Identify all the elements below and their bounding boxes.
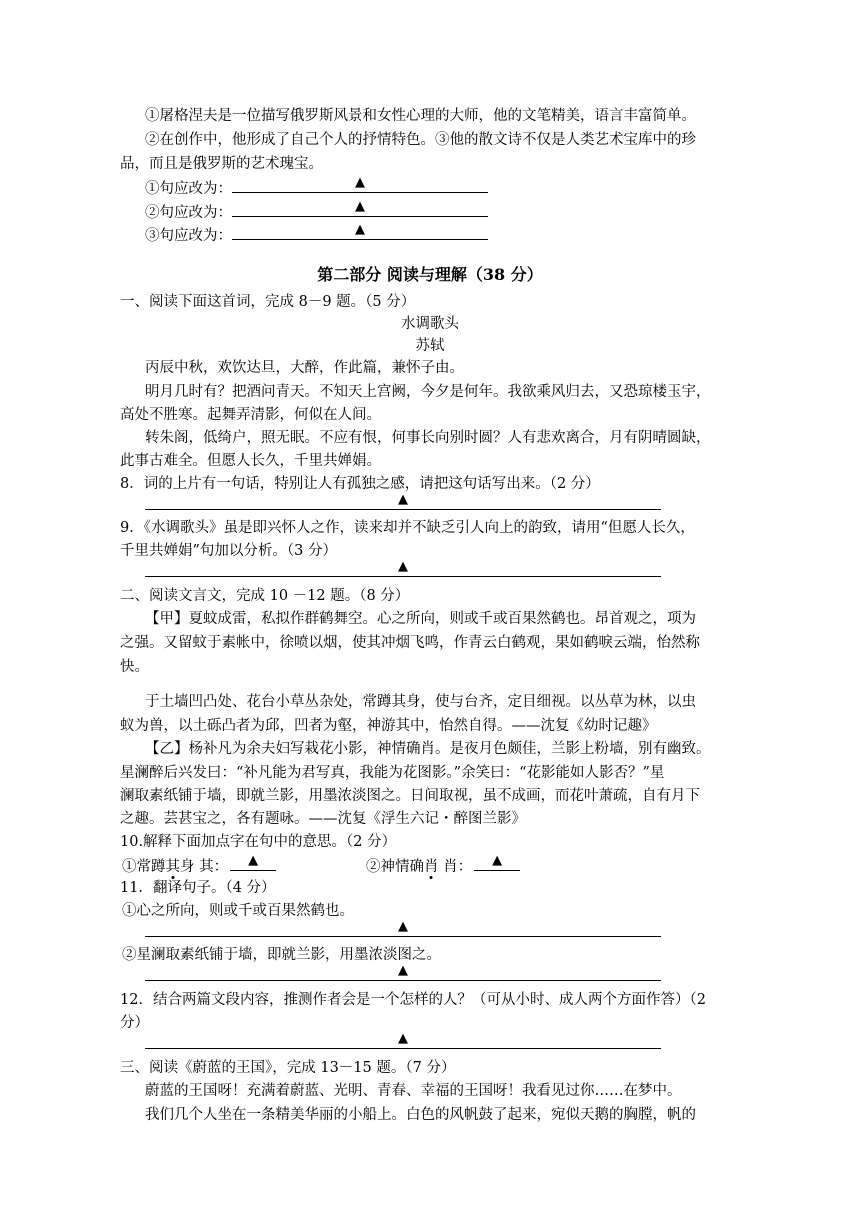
passage-a-line1: 【甲】夏蚊成雷，私拟作群鹤舞空。心之所向，则或千或百果然鹤也。昂首观之，项为: [145, 611, 696, 627]
blank-marker: ▲: [398, 1031, 408, 1046]
sentence-1: ①屠格涅夫是一位描写俄罗斯风景和女性心理的大师，他的文笔精美，语言丰富简单。: [145, 108, 696, 124]
q12-answer-line: [145, 1033, 661, 1053]
answer-blank-q10-1[interactable]: [230, 855, 276, 871]
q10-item-1: [122, 855, 276, 875]
q10-item-1-label: 身 其：: [180, 859, 229, 875]
q11-item-2: ②星澜取素纸铺于墙，即就兰影，用墨浓淡图之。: [122, 947, 441, 963]
fix-label-2: ②句应改为：: [145, 205, 232, 221]
poem-stanza2-line1: 转朱阁，低绮户，照无眠。不应有恨，何事长向别时圆？人有悲欢离合，月有阴晴圆缺，: [145, 430, 711, 446]
q10-item-2-text: ②神情确: [366, 859, 424, 875]
blank-marker: ▲: [398, 492, 408, 507]
poem-preface: 丙辰中秋，欢饮达旦，大醉，作此篇，兼怀子由。: [145, 360, 464, 376]
passage-a-line3: 快。: [120, 659, 149, 675]
passage-b-line4: 之趣。芸甚宝之，各有题咏。——沈复《浮生六记・醉图兰影》: [120, 811, 526, 827]
blank-marker: ▲: [492, 853, 503, 868]
q11-1-answer-line: [145, 921, 661, 941]
blank-marker: ▲: [355, 222, 365, 237]
fix-label-1: ①句应改为：: [145, 181, 232, 197]
dotted-char: 其: [165, 859, 180, 875]
q11-item-1: ①心之所向，则或千或百果然鹤也。: [122, 903, 354, 919]
q10-item-2: [366, 855, 520, 875]
answer-blank-q9[interactable]: [145, 561, 661, 577]
fix-line-2: [145, 201, 488, 221]
passage-a-line2: 之强。又留蚊于素帐中，徐喷以烟，使其冲烟飞鸣，作青云白鹤观，果如鹤唳云端，怡然称: [120, 635, 700, 651]
q9-answer-line: [145, 561, 661, 581]
question-8: 8．词的上片有一句话，特别让人有孤独之感，请把这句话写出来。（2 分）: [120, 476, 600, 492]
blank-marker: ▲: [355, 199, 365, 214]
q10-item-1-text: ①常蹲: [122, 859, 166, 875]
blank-marker: ▲: [398, 963, 408, 978]
passage-a-line4: 于土墙凹凸处、花台小草丛杂处，常蹲其身，使与台齐，定目细视。以丛草为林，以虫: [145, 694, 696, 710]
fix-line-3: [145, 224, 488, 244]
dotted-char: 肖: [424, 859, 439, 875]
answer-blank-fix-2[interactable]: [232, 201, 488, 217]
blank-marker: ▲: [398, 559, 408, 574]
poem-title: 水调歌头: [401, 316, 459, 332]
answer-blank-q11-2[interactable]: [145, 965, 661, 981]
poem-stanza1-line1: 明月几时有？把酒问青天。不知天上宫阙，今夕是何年。我欲乘风归去，又恐琼楼玉宇，: [145, 384, 711, 400]
q8-answer-line: [145, 494, 661, 514]
part2-title: 第二部分 阅读与理解（38 分）: [317, 265, 543, 284]
question-9-line2: 千里共婵娟”句加以分析。（3 分）: [120, 543, 337, 559]
passage-a-line5: 蚁为兽，以土砾凸者为邱，凹者为壑，神游其中，怡然自得。——沈复《幼时记趣》: [120, 718, 657, 734]
answer-blank-q10-2[interactable]: [474, 855, 520, 871]
passage-b-line2: 星澜醉后兴发曰：“补凡能为君写真，我能为花图影。”余笑曰：“花影能如人影否？”星: [120, 765, 665, 781]
answer-blank-fix-3[interactable]: [232, 224, 488, 240]
blank-marker: ▲: [398, 919, 408, 934]
section3-heading: 三、阅读《蔚蓝的王国》，完成 13－15 题。（7 分）: [120, 1060, 456, 1076]
fix-label-3: ③句应改为：: [145, 228, 232, 244]
question-12-line1: 12．结合两篇文段内容，推测作者会是一个怎样的人？（可从小时、成人两个方面作答）（2: [120, 992, 706, 1008]
passage-c-line1: 蔚蓝的王国呀！充满着蔚蓝、光明、青春、幸福的王国呀！我看见过你……在梦中。: [145, 1083, 682, 1099]
answer-blank-fix-1[interactable]: [232, 177, 488, 193]
question-12-line2: 分）: [120, 1015, 149, 1031]
poem-stanza1-line2: 高处不胜寒。起舞弄清影，何似在人间。: [120, 407, 381, 423]
section2-heading: 二、阅读文言文，完成 10 －12 题。（8 分）: [120, 588, 410, 604]
poem-stanza2-line2: 此事古难全。但愿人长久，千里共婵娟。: [120, 453, 381, 469]
question-10: 10.解释下面加点字在句中的意思。（2 分）: [120, 834, 397, 850]
q11-2-answer-line: [145, 965, 661, 985]
section1-heading: 一、阅读下面这首词，完成 8－9 题。（5 分）: [120, 294, 416, 310]
answer-blank-q11-1[interactable]: [145, 921, 661, 937]
question-11: 11．翻译句子。（4 分）: [120, 880, 276, 896]
passage-b-line1: 【乙】杨补凡为余夫妇写栽花小影，神情确肖。是夜月色颇佳，兰影上粉墙，别有幽致。: [145, 741, 711, 757]
answer-blank-q8[interactable]: [145, 494, 661, 510]
q10-item-2-label: 肖：: [438, 859, 473, 875]
sentence-2-3-line-2: 品，而且是俄罗斯的艺术瑰宝。: [120, 156, 323, 172]
answer-blank-q12[interactable]: [145, 1033, 661, 1049]
passage-b-line3: 澜取素纸铺于墙，即就兰影，用墨浓淡图之。日间取视，虽不成画，而花叶萧疏，自有月下: [120, 788, 700, 804]
sentence-2-3-line-1: ②在创作中，他形成了自己个人的抒情特色。③他的散文诗不仅是人类艺术宝库中的珍: [145, 132, 696, 148]
question-9-line1: 9．《水调歌头》虽是即兴怀人之作，读来却并不缺乏引人向上的韵致，请用“但愿人长久，: [120, 520, 695, 536]
blank-marker: ▲: [248, 853, 259, 868]
fix-line-1: [145, 177, 488, 197]
blank-marker: ▲: [355, 175, 365, 190]
passage-c-line2: 我们几个人坐在一条精美华丽的小船上。白色的风帆鼓了起来，宛似天鹅的胸膛，帆的: [145, 1107, 696, 1123]
poem-author: 苏轼: [415, 338, 445, 354]
